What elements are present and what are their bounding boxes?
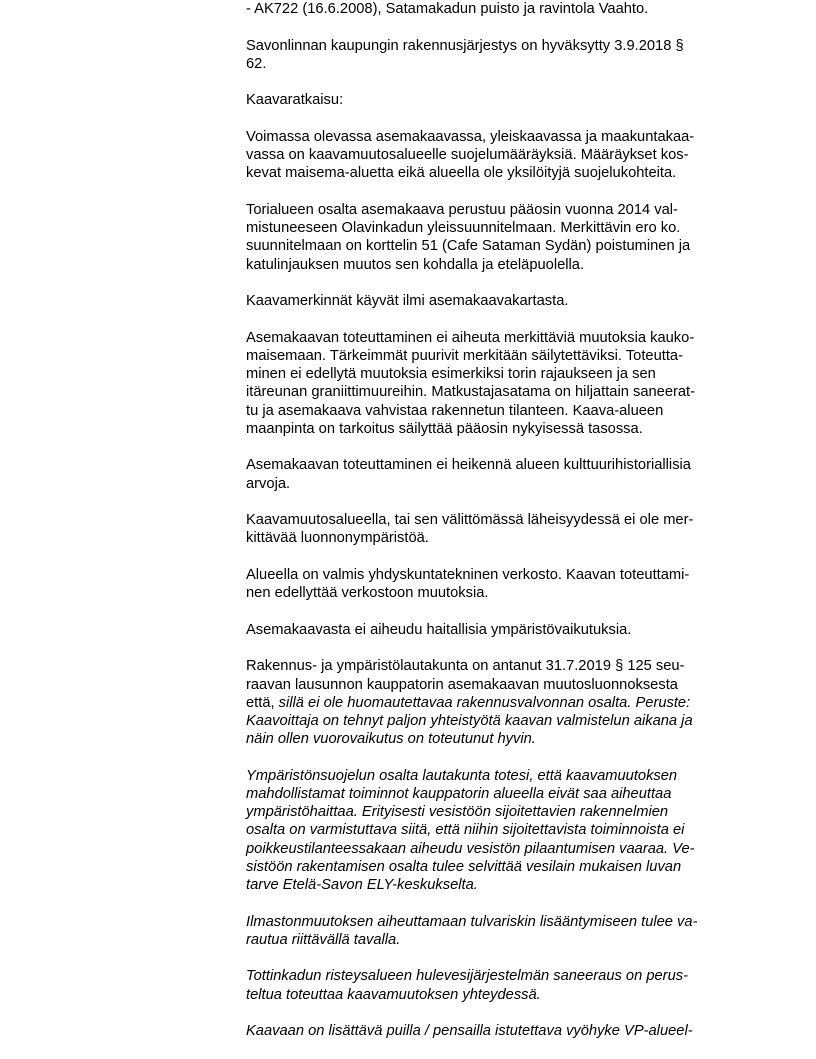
paragraph-technical-network — [246, 566, 746, 602]
text-line: maanpinta on tarkoitus säilyttää pääosin nykyisessä tasossa. — [246, 420, 643, 437]
text-line: Kaavamerkinnät käyvät ilmi asemakaavakartasta. — [246, 293, 569, 310]
paragraph-plan-reference — [246, 0, 746, 18]
paragraph-market-area — [246, 201, 746, 274]
text-line: Ympäristönsuojelun osalta lautakunta totesi, että kaavamuutoksen — [246, 767, 678, 784]
paragraph-landscape-effects — [246, 329, 746, 438]
text-line: 62. — [246, 55, 267, 72]
paragraph-environmental-protection — [246, 767, 746, 894]
text-line: arvoja. — [246, 475, 291, 492]
text-line: Alueella on valmis yhdyskuntatekninen verkosto. Kaavan toteuttami- — [246, 566, 690, 583]
text-line: itäreunan graniittimuureihin. Matkustajasatama on hiljattain saneerat- — [246, 384, 696, 401]
text-line: Asemakaavasta ei aiheudu haitallisia ympäristövaikutuksia. — [246, 621, 632, 638]
paragraph-natural-environment — [246, 511, 746, 547]
text-line-italic: näin ollen vuorovaikutus on toteutunut hyvin. — [246, 731, 536, 748]
text-line: mistuneeseen Olavinkadun yleissuunnitelmaan. Merkittävin ero ko. — [246, 220, 681, 237]
text-line: maisemaan. Tärkeimmät puurivit merkitään säilytettäviksi. Toteutta- — [246, 347, 683, 364]
paragraph-plan-markings — [246, 292, 746, 310]
text-line: Torialueen osalta asemakaava perustuu pääosin vuonna 2014 val- — [246, 201, 678, 218]
text-line: Ilmastonmuutoksen aiheuttamaan tulvariskin lisääntymiseen tulee va- — [246, 913, 698, 930]
text-line: Voimassa olevassa asemakaavassa, yleiskaavassa ja maakuntakaa- — [246, 128, 695, 145]
text-line: kevat maisema-aluetta eikä alueella ole yksilöityjä suojelukohteita. — [246, 165, 677, 182]
paragraph-environmental-impacts — [246, 621, 746, 639]
text-line: Tottinkadun risteysalueen hulevesijärjestelmän saneeraus on perus- — [246, 968, 688, 985]
text-line: nen edellyttää verkostoon muutoksia. — [246, 585, 489, 602]
text-line: vassa on kaavamuutosalueelle suojelumääräyksiä. Määräykset kos- — [246, 147, 689, 164]
text-line-mixed — [246, 694, 746, 712]
text-line: - AK722 (16.6.2008), Satamakadun puisto ja ravintola Vaahto. — [246, 1, 649, 17]
document-body — [246, 0, 746, 1059]
paragraph-flood-risk — [246, 913, 746, 949]
text-line: Rakennus- ja ympäristölautakunta on antanut 31.7.2019 § 125 seu- — [246, 658, 685, 675]
text-line: Kaavaan on lisättävä puilla / pensailla istutettava vyöhyke VP-alueel- — [246, 1023, 693, 1040]
text-line: Savonlinnan kaupungin rakennusjärjestys on hyväksytty 3.9.2018 § — [246, 37, 684, 54]
text-line: Kaavamuutosalueella, tai sen välittömässä läheisyydessä ei ole mer- — [246, 512, 694, 529]
text-line-italic: Kaavoittaja on tehnyt paljon yhteistyötä kaavan valmistelun aikana ja — [246, 712, 693, 729]
paragraph-committee-statement — [246, 657, 746, 748]
paragraph-protection-regulations — [246, 128, 746, 183]
text-line: kittävää luonnonympäristöä. — [246, 530, 429, 547]
text-line: Kaavaratkaisu: — [246, 92, 344, 109]
text-line: rautua riittävällä tavalla. — [246, 931, 401, 948]
text-line: Asemakaavan toteuttaminen ei aiheuta merkittäviä muutoksia kauko- — [246, 329, 695, 346]
paragraph-cultural-values — [246, 456, 746, 492]
section-heading-plan-solution — [246, 91, 746, 109]
text-line: sistöön rakentamisen osalta tulee selvittää vesilain mukaisen luvan — [246, 858, 682, 875]
text-line: tarve Etelä-Savon ELY-keskukselta. — [246, 877, 478, 893]
text-line: Asemakaavan toteuttaminen ei heikennä alueen kulttuurihistoriallisia — [246, 457, 691, 474]
text-line: osalta on varmistuttava siitä, että niihin sijoitettavista toiminnoista ei — [246, 822, 685, 839]
text-segment-italic: sillä ei ole huomautettavaa rakennusvalvonnan osalta. Peruste: — [278, 694, 691, 711]
text-line: teltua toteuttaa kaavamuutoksen yhteydessä. — [246, 986, 541, 1003]
text-line: poikkeustilanteessakaan aiheudu vesistön pilaantumisen vaaraa. Ve- — [246, 840, 695, 857]
text-segment: että, — [246, 694, 279, 711]
paragraph-planting-zone — [246, 1022, 746, 1040]
text-line: raavan lausunnon kauppatorin asemakaavan muutosluonnoksesta — [246, 676, 678, 693]
text-line: minen ei edellytä muutoksia esimerkiksi torin rajaukseen ja sen — [246, 366, 656, 383]
paragraph-building-ordinance — [246, 37, 746, 73]
paragraph-stormwater — [246, 967, 746, 1003]
text-line: mahdollistamat toiminnot kauppatorin alueella eivät saa aiheuttaa — [246, 785, 672, 802]
text-line: katulinjauksen muutos sen kohdalla ja eteläpuolella. — [246, 256, 585, 273]
text-line: tu ja asemakaava vahvistaa rakennetun tilanteen. Kaava-alueen — [246, 402, 664, 419]
text-line: suunnitelmaan on korttelin 51 (Cafe Sataman Sydän) poistuminen ja — [246, 238, 691, 255]
text-line: ympäristöhaittaa. Erityisesti vesistöön sijoitettavien rakennelmien — [246, 804, 669, 821]
